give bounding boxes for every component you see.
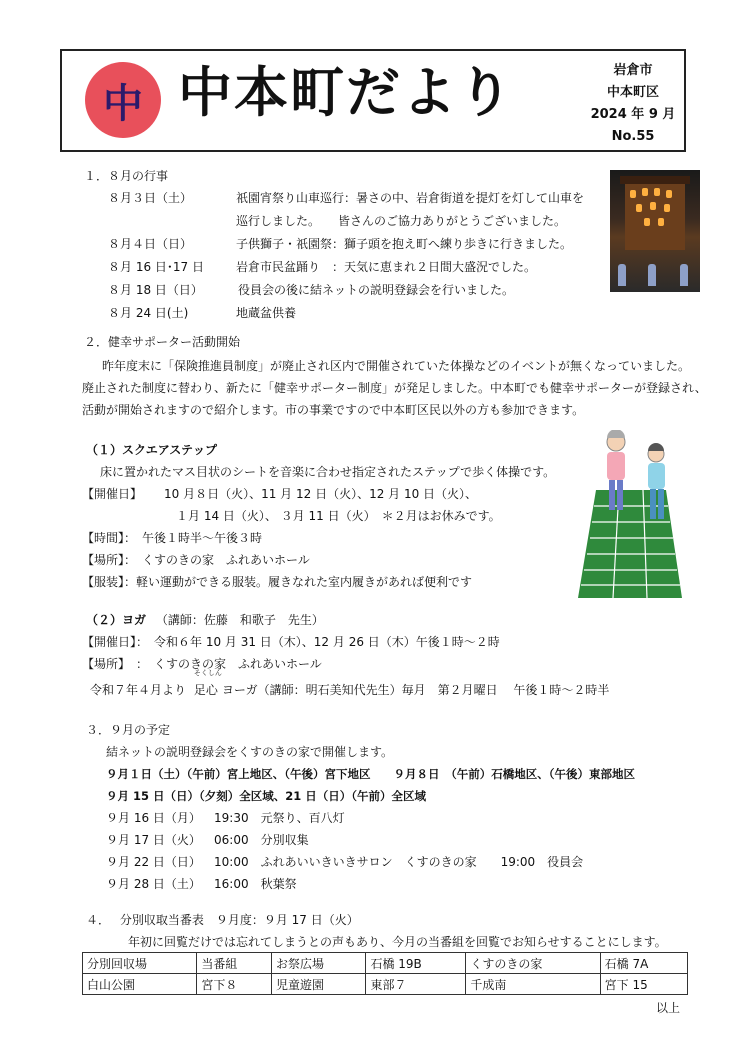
square-dates-2: １月 14 日（火）、 ３月 11 日（火） ＊２月はお休みです。 bbox=[176, 509, 501, 523]
table-cell: 児童遊園 bbox=[271, 974, 365, 995]
event-text: 岩倉市民盆踊り ：天気に恵まれ２日間大盛況でした。 bbox=[236, 260, 537, 274]
table-cell: 宮下８ bbox=[197, 974, 272, 995]
section3-bold-2: ９月 15 日（日）（夕刻）全区域、21 日（日）（午前）全区域 bbox=[106, 789, 427, 803]
table-cell: 当番組 bbox=[197, 953, 272, 974]
event-date: ８月 18 日（日） bbox=[108, 283, 203, 297]
square-time: 【時間】： 午後１時半～午後３時 bbox=[82, 531, 263, 545]
section4-heading: ４． 分別収取当番表 ９月度：９月 17 日（火） bbox=[86, 913, 359, 927]
issue-info bbox=[588, 60, 678, 148]
square-dress: 【服装】：軽い運動ができる服装。履きなれた室内履きがあれば便利です bbox=[82, 575, 473, 589]
yoga-next-pre: 令和７年４月より bbox=[90, 683, 187, 697]
schedule-text: 06:00 分別収集 bbox=[214, 833, 309, 847]
table-cell: 石橋 7A bbox=[600, 953, 687, 974]
yoga-next-post: ヨーガ（講師：明石美知代先生）毎月 第２月曜日 午後１時～２時半 bbox=[221, 683, 610, 697]
table-cell: お祭広場 bbox=[271, 953, 365, 974]
table-cell: くすのきの家 bbox=[466, 953, 600, 974]
event-text: 巡行しました。 皆さんのご協力ありがとうございました。 bbox=[236, 214, 567, 228]
ruby-text: そくしん bbox=[193, 669, 222, 677]
yoga-teacher: （講師：佐藤 和歌子 先生） bbox=[155, 613, 324, 627]
closing-text: 以上 bbox=[656, 1001, 681, 1015]
event-date: ８月３日（土） bbox=[108, 191, 193, 205]
event-text: 祇園宵祭り山車巡行：暑さの中、岩倉街道を提灯を灯して山車を bbox=[236, 191, 585, 205]
ruby-base: 足心 bbox=[193, 683, 218, 697]
yoga-dates: 【開催日】： 令和６年 10 月 31 日（木）、12 月 26 日（木）午後１時～２時 bbox=[82, 635, 500, 649]
section1-heading: １．８月の行事 bbox=[84, 169, 169, 183]
event-text: 役員会の後に結ネットの説明登録会を行いました。 bbox=[238, 283, 515, 297]
square-step-desc: 床に置かれたマス目状のシートを音楽に合わせ指定されたステップで歩く体操です。 bbox=[100, 465, 556, 479]
ashigokoro-ruby-word bbox=[193, 669, 222, 700]
schedule-date: ９月 17 日（火） bbox=[106, 833, 201, 847]
event-date: ８月４日（日） bbox=[108, 237, 193, 251]
event-date: ８月 24 日(土) bbox=[108, 306, 189, 320]
issue-date: 2024 年 9 月 bbox=[590, 107, 676, 122]
event-text: 地蔵盆供養 bbox=[236, 306, 297, 320]
schedule-date: ９月 16 日（月） bbox=[106, 811, 201, 825]
table-cell: 白山公園 bbox=[83, 974, 197, 995]
section2-para-1: 昨年度末に「保険推進員制度」が廃止され区内で開催されていた体操などのイベントが無くなっていました。 bbox=[102, 359, 691, 373]
schedule-date: ９月 22 日（日） bbox=[106, 855, 201, 869]
issue-number: No.55 bbox=[611, 129, 655, 144]
event-text: 子供獅子・祇園祭：獅子頭を抱え町へ練り歩きに行きました。 bbox=[236, 237, 573, 251]
square-place: 【場所】： くすのきの家 ふれあいホール bbox=[82, 553, 310, 567]
schedule-text: 19:30 元祭り、百八灯 bbox=[214, 811, 345, 825]
square-step-illustration bbox=[576, 430, 688, 600]
yoga-heading: （２）ヨガ bbox=[86, 613, 147, 627]
district: 中本町区 bbox=[606, 85, 659, 100]
section3-intro: 結ネットの説明登録会をくすのきの家で開催します。 bbox=[106, 745, 394, 759]
square-dates-label: 【開催日】 bbox=[82, 487, 143, 501]
schedule-text: 16:00 秋葉祭 bbox=[214, 877, 297, 891]
table-cell: 千成南 bbox=[466, 974, 600, 995]
logo-char: 中 bbox=[103, 80, 143, 127]
table-row bbox=[83, 953, 688, 974]
yoga-heading-row bbox=[86, 610, 324, 630]
duty-table bbox=[82, 952, 688, 995]
event-date: ８月 16 日･17 日 bbox=[108, 260, 204, 274]
table-row bbox=[83, 974, 688, 995]
section3-bold-1: ９月１日（土）（午前）宮上地区、（午後）宮下地区 ９月８日 （午前）石橋地区、（午後）東部地区 bbox=[106, 767, 635, 781]
yoga-next bbox=[90, 669, 610, 700]
square-step-heading: （１）スクエアステップ bbox=[86, 443, 218, 457]
section2-para-3: 活動が開始されますので紹介します。市の事業ですので中本町区民以外の方も参加できます。 bbox=[82, 403, 585, 417]
square-dates-1: 10 月８日（火）、11 月 12 日（火）、12 月 10 日（火）、 bbox=[164, 487, 478, 501]
section2-heading: ２．健幸サポーター活動開始 bbox=[84, 335, 241, 349]
table-cell: 宮下 15 bbox=[600, 974, 687, 995]
schedule-date: ９月 28 日（土） bbox=[106, 877, 201, 891]
table-cell: 東部７ bbox=[366, 974, 466, 995]
schedule-text: 10:00 ふれあいいきいきサロン くすのきの家 19:00 役員会 bbox=[214, 855, 584, 869]
city: 岩倉市 bbox=[613, 63, 653, 78]
table-cell: 分別回収場 bbox=[83, 953, 197, 974]
section3-heading: ３．９月の予定 bbox=[86, 723, 171, 737]
yoga-place: 【場所】 ： くすのきの家 ふれあいホール bbox=[82, 657, 322, 671]
section2-para-2: 廃止された制度に替わり、新たに「健幸サポーター制度」が発足しました。中本町でも健幸サポーターが登録され、 bbox=[82, 381, 707, 395]
newsletter-logo bbox=[85, 62, 161, 138]
newsletter-title: 中本町だより bbox=[178, 61, 514, 124]
table-cell: 石橋 19B bbox=[366, 953, 466, 974]
festival-float-photo bbox=[610, 170, 700, 292]
section4-note: 年初に回覧だけでは忘れてしまうとの声もあり、今月の当番組を回覧でお知らせすることにします。 bbox=[128, 935, 667, 949]
